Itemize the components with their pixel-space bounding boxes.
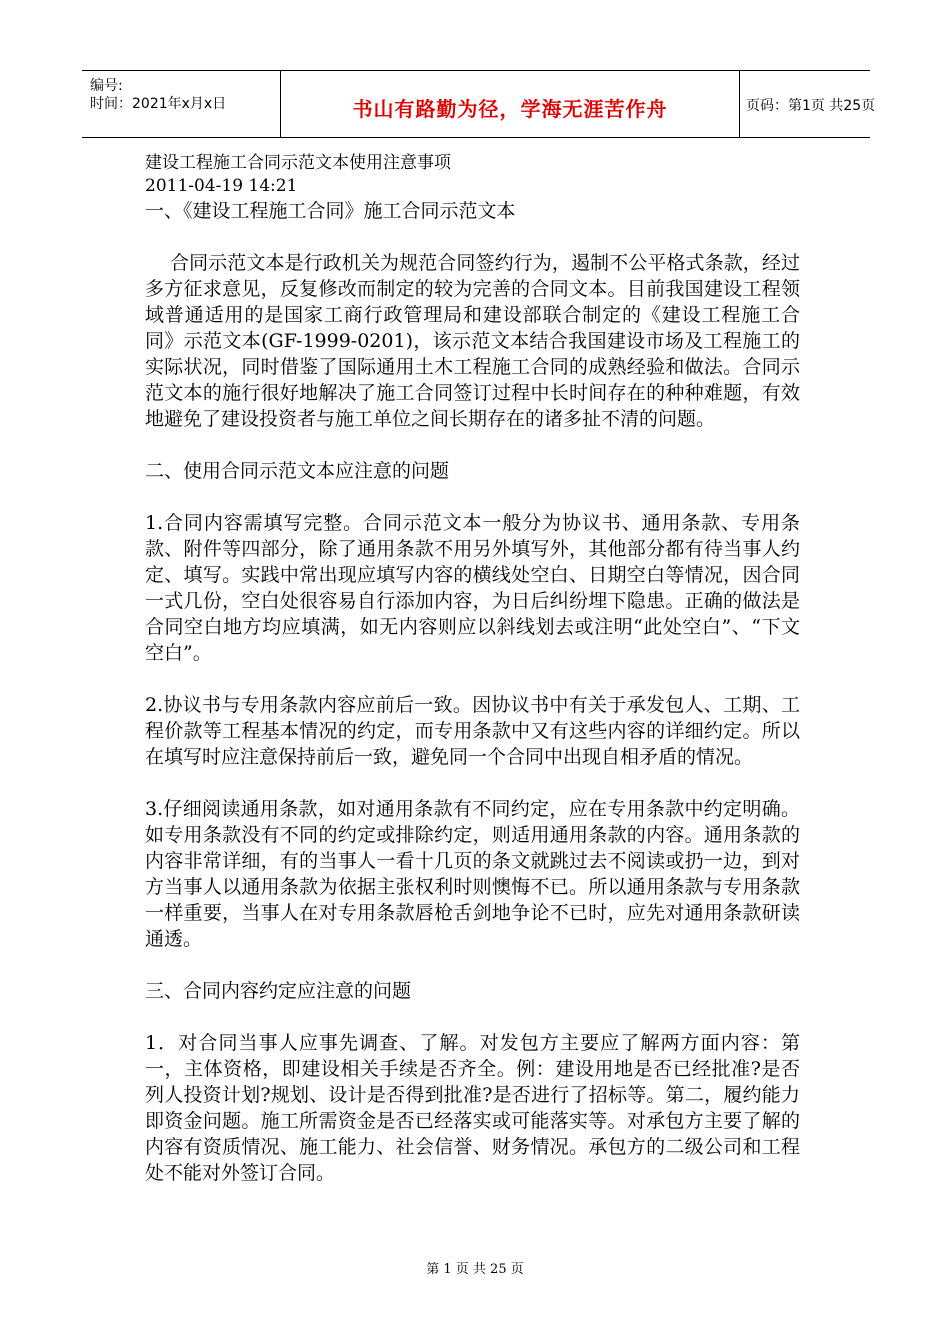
section3-heading: 三、合同内容约定应注意的问题: [145, 980, 412, 1002]
motto-text: 书山有路勤为径，学海无涯苦作舟: [352, 97, 668, 121]
spacer: [145, 952, 800, 978]
number-label: 编号:: [90, 78, 123, 94]
time-label: 时间：2021年x月x日: [90, 96, 227, 112]
spacer: [145, 770, 800, 796]
doc-title: 建设工程施工合同示范文本使用注意事项: [145, 153, 451, 173]
header-page-cell: [740, 71, 876, 137]
section2-heading: 二、使用合同示范文本应注意的问题: [145, 460, 450, 482]
header-motto-cell: [280, 71, 740, 137]
page-footer: 第 1 页 共 25 页: [426, 1262, 524, 1277]
spacer: [145, 1004, 800, 1030]
document-body: [145, 152, 800, 1186]
section1-heading: [145, 198, 800, 224]
section2-item-1: 1.合同内容需填写完整。合同示范文本一般分为协议书、通用条款、专用条款、附件等四部分，除了通用条款不用另外填写外，其他部分都有待当事人约定、填写。实践中常出现应填写内容的横线处空白、日期空白等情况，因合同一式几份，空白处很容易自行添加内容，为日后纠纷埋下隐患。正确的做法是合同空白地方均应填满，如无内容则应以斜线划去或注明“此处空白”、“下文空白”。: [145, 512, 800, 664]
document-header: [82, 70, 876, 138]
section1-heading-text: 一、《建设工程施工合同》施工合同示范文本: [145, 200, 516, 222]
page-info: 页码：第1页 共25页: [746, 98, 876, 114]
section1-paragraph: 合同示范文本是行政机关为规范合同签约行为，遏制不公平格式条款，经过多方征求意见，反复修改而制定的较为完善的合同文本。目前我国建设工程领域普通适用的是国家工商行政管理局和建设部联合制定的《建设工程施工合同》示范文本(GF-1999-0201)，该示范文本结合我国建设市场及工程施工的实际状况，同时借鉴了国际通用土木工程施工合同的成熟经验和做法。合同示范文本的施行很好地解决了施工合同签订过程中长时间存在的种种难题，有效地避免了建设投资者与施工单位之间长期存在的诸多扯不清的问题。: [145, 252, 800, 430]
spacer: [145, 432, 800, 458]
doc-date: 2011-04-19 14:21: [145, 176, 298, 196]
header-meta: [82, 71, 280, 137]
spacer: [145, 666, 800, 692]
spacer: [145, 224, 800, 250]
section2-item-3: 3.仔细阅读通用条款，如对通用条款有不同约定，应在专用条款中约定明确。如专用条款没有不同的约定或排除约定，则适用通用条款的内容。通用条款的内容非常详细，有的当事人一看十几页的条文就跳过去不阅读或扔一边，到对方当事人以通用条款为依据主张权利时则懊悔不已。所以通用条款与专用条款一样重要，当事人在对专用条款唇枪舌剑地争论不已时，应先对通用条款研读通透。: [145, 798, 800, 950]
spacer: [145, 484, 800, 510]
section2-item-2: 2.协议书与专用条款内容应前后一致。因协议书中有关于承发包人、工期、工程价款等工程基本情况的约定，而专用条款中又有这些内容的详细约定。所以在填写时应注意保持前后一致，避免同一个合同中出现自相矛盾的情况。: [145, 694, 800, 768]
section3-item-1: 1．对合同当事人应事先调查、了解。对发包方主要应了解两方面内容：第一，主体资格，即建设相关手续是否齐全。例：建设用地是否已经批准?是否列人投资计划?规划、设计是否得到批准?是否进行了招标等。第二，履约能力即资金问题。施工所需资金是否已经落实或可能落实等。对承包方主要了解的内容有资质情况、施工能力、社会信誉、财务情况。承包方的二级公司和工程处不能对外签订合同。: [145, 1032, 800, 1184]
